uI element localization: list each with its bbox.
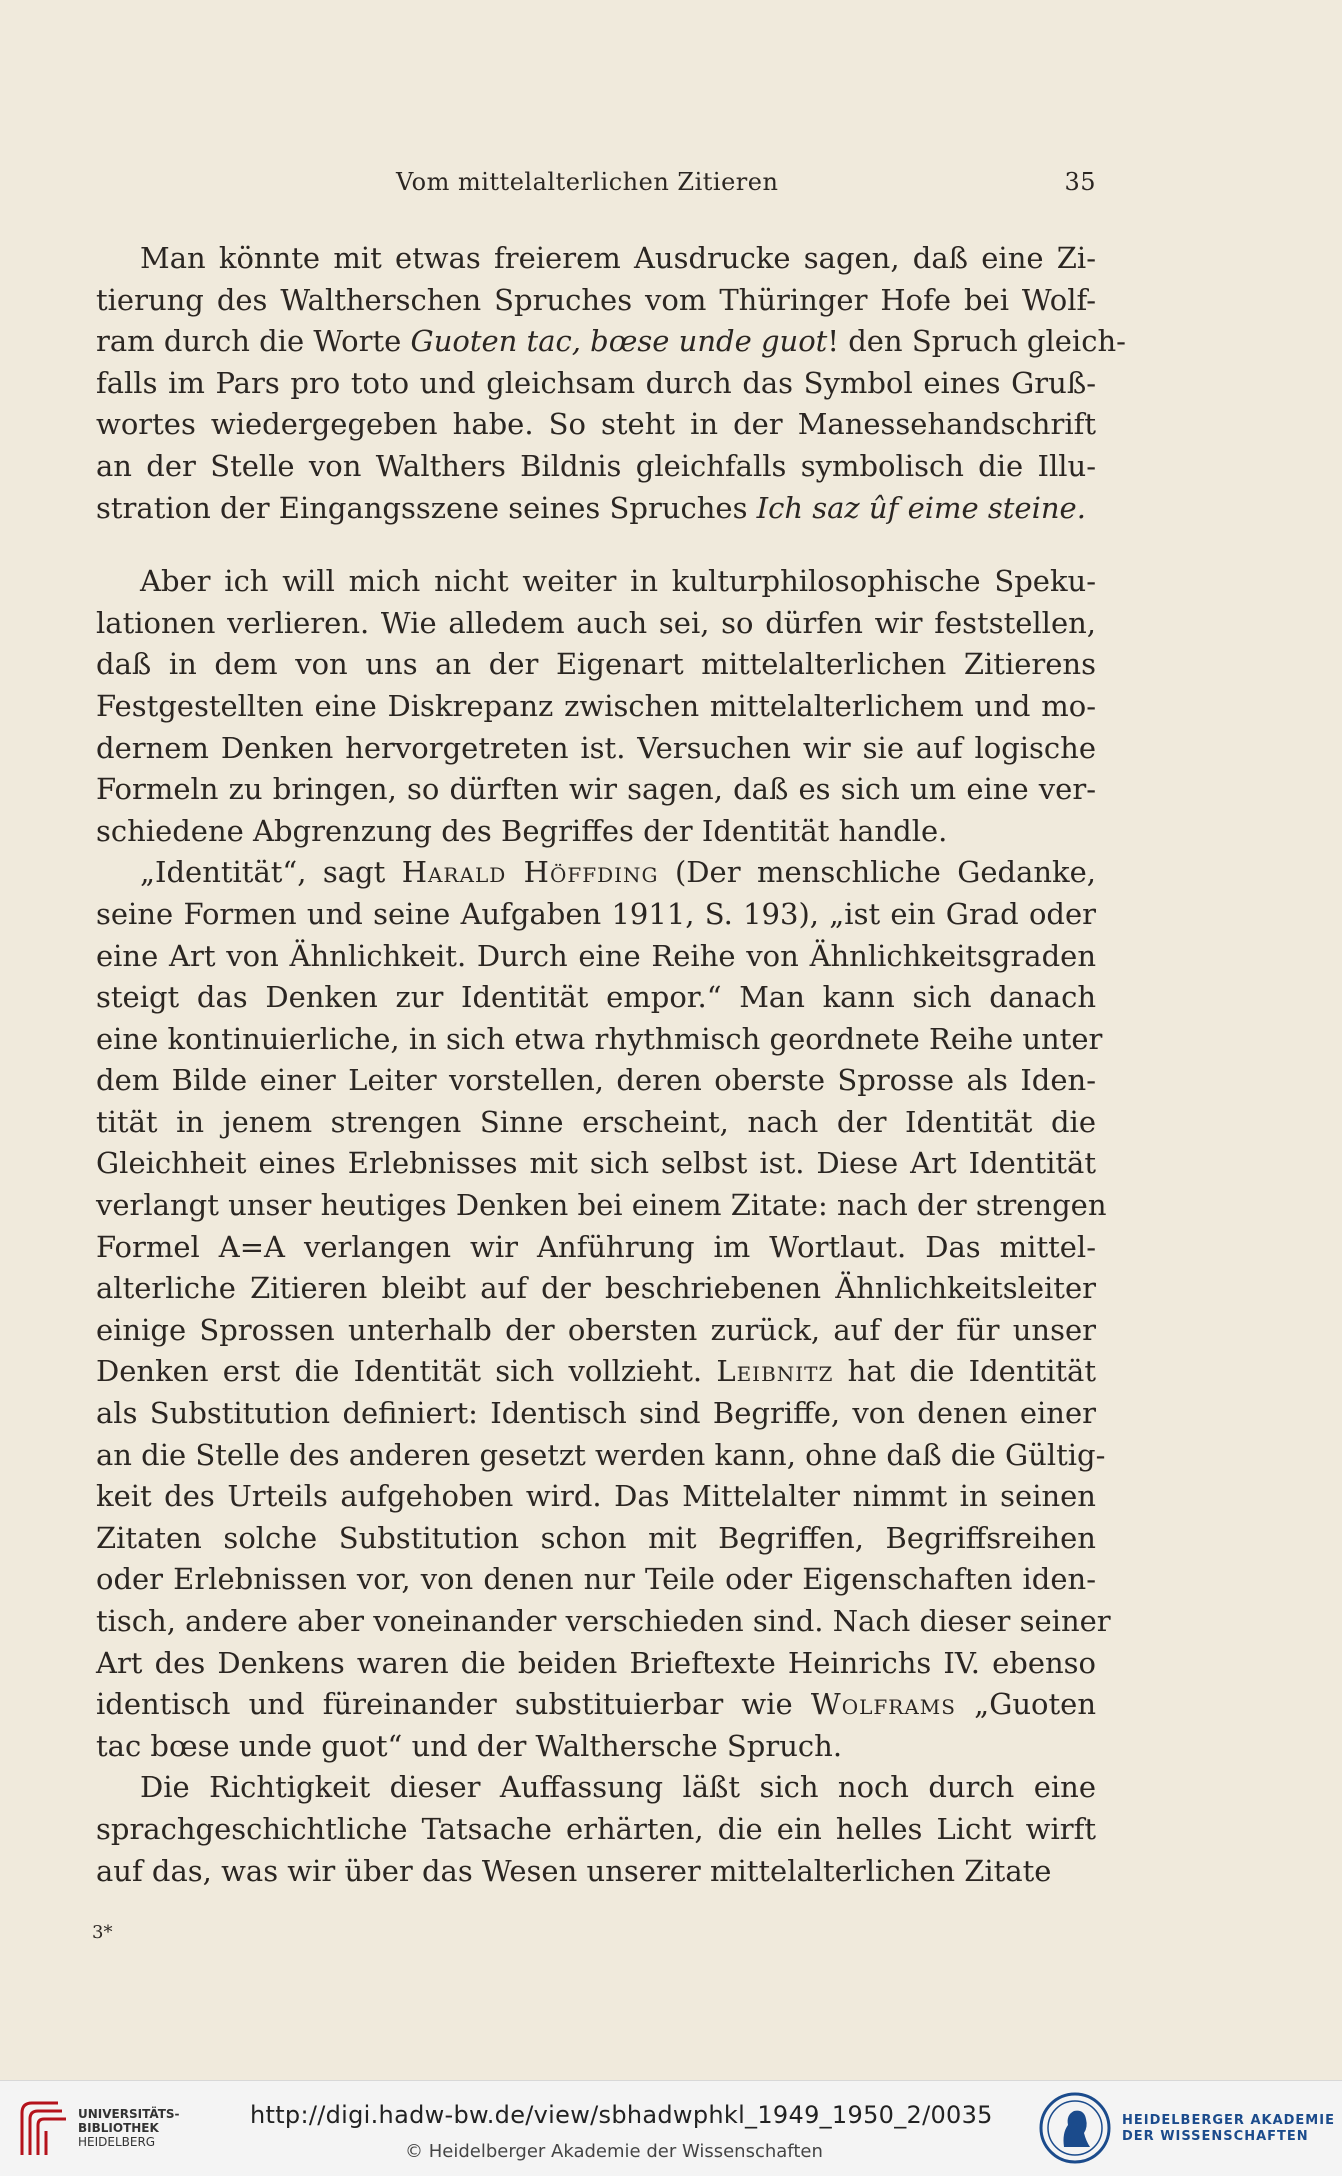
text-line: Aber ich will mich nicht weiter in kulturphilosophische Speku- [140, 564, 1096, 599]
author-name: Wolframs [810, 1687, 956, 1722]
text-line: eine kontinuierliche, in sich etwa rhythmisch geordnete Reihe unter [96, 1021, 1103, 1056]
text-line: tität in jenem strengen Sinne erscheint, nach der Identität die [96, 1104, 1096, 1139]
running-title: Vom mittelalterlichen Zitieren [396, 168, 779, 196]
text-line: seine Formen und seine Aufgaben 1911, S. 193), „ist ein Grad oder [96, 896, 1096, 931]
text-line: steigt das Denken zur Identität empor.“ Man kann sich danach [96, 980, 1096, 1015]
text-line: Art des Denkens waren die beiden Brieftexte Heinrichs IV. ebenso [96, 1645, 1096, 1680]
academy-name: HEIDELBERGER AKADEMIE DER WISSENSCHAFTEN [1122, 2113, 1335, 2144]
author-name: Leibnitz [716, 1354, 834, 1389]
text-line: auf das, was wir über das Wesen unserer mittelalterlichen Zitate [96, 1853, 1052, 1888]
ub-heidelberg-logo-icon [14, 2093, 72, 2163]
text-line: verlangt unser heutiges Denken bei einem Zitate: nach der strengen [96, 1188, 1107, 1223]
text-line: schiedene Abgrenzung des Begriffes der Identität handle. [96, 813, 948, 848]
text-line: an der Stelle von Walthers Bildnis gleichfalls symbolisch die Illu- [96, 448, 1096, 483]
text-line: Zitaten solche Substitution schon mit Begriffen, Begriffsreihen [96, 1520, 1096, 1555]
text-line: einige Sprossen unterhalb der obersten zurück, auf der für unser [96, 1312, 1096, 1347]
text-line: keit des Urteils aufgehoben wird. Das Mittelalter nimmt in seinen [96, 1479, 1096, 1514]
text-line: eine Art von Ähnlichkeit. Durch eine Reihe von Ähnlichkeitsgraden [96, 938, 1096, 973]
running-header [96, 168, 1096, 202]
page-number: 35 [1064, 168, 1096, 196]
text-line: Denken erst die Identität sich vollzieht. Leibnitz hat die Identität [96, 1354, 1096, 1389]
text-line: als Substitution definiert: Identisch sind Begriffe, von denen einer [96, 1396, 1096, 1431]
text-line: identisch und füreinander substituierbar wie Wolframs „Guoten [96, 1687, 1096, 1722]
paragraph [96, 561, 1096, 852]
hadw-portrait-seal-icon [1036, 2089, 1114, 2167]
text-line: falls im Pars pro toto und gleichsam durch das Symbol eines Gruß- [96, 365, 1096, 400]
text-line: dem Bilde einer Leiter vorstellen, deren oberste Sprosse als Iden- [96, 1063, 1096, 1098]
text-line: wortes wiedergegeben habe. So steht in der Manessehandschrift [96, 407, 1096, 442]
text-line: Festgestellten eine Diskrepanz zwischen mittelalterlichem und mo- [96, 688, 1096, 723]
text-line: tisch, andere aber voneinander verschieden sind. Nach dieser seiner [96, 1604, 1111, 1638]
italic-quote: Guoten tac, bœse unde guot [410, 324, 828, 359]
text-line: tierung des Waltherschen Spruches vom Thüringer Hofe bei Wolf- [96, 282, 1096, 317]
text-line: tac bœse unde guot“ und der Walthersche Spruch. [96, 1728, 843, 1763]
text-line: „Identität“, sagt Harald Höffding (Der menschliche Gedanke, [140, 855, 1097, 890]
text-line: ram durch die Worte Guoten tac, bœse unde guot! den Spruch gleich- [96, 324, 1126, 359]
text-line: daß in dem von uns an der Eigenart mittelalterlichen Zitierens [96, 647, 1096, 682]
permalink-url[interactable]: http://digi.hadw-bw.de/view/sbhadwphkl_1949_1950_2/0035 [250, 2101, 993, 2129]
text-line: stration der Eingangsszene seines Spruches Ich saz ûf eime steine. [96, 490, 1086, 525]
text-line: Formel A=A verlangen wir Anführung im Wortlaut. Das mittel- [96, 1229, 1096, 1264]
text-line: oder Erlebnissen vor, von denen nur Teile oder Eigenschaften iden- [96, 1562, 1096, 1597]
paragraph [96, 238, 1126, 529]
italic-quote: Ich saz ûf eime steine. [756, 490, 1086, 525]
signature-mark: 3* [92, 1922, 113, 1943]
footer-bar [0, 2080, 1342, 2176]
author-name: Harald Höffding [401, 855, 659, 890]
paragraph [96, 1767, 1096, 1892]
copyright-notice: © Heidelberger Akademie der Wissenschaften [405, 2141, 823, 2162]
body-text [96, 238, 1126, 1892]
paragraph [96, 852, 1111, 1767]
paragraph-gap [96, 529, 1096, 561]
text-line: alterliche Zitieren bleibt auf der beschriebenen Ähnlichkeitsleiter [96, 1271, 1096, 1306]
text-line: Man könnte mit etwas freierem Ausdrucke sagen, daß eine Zi- [140, 241, 1096, 275]
text-line: an die Stelle des anderen gesetzt werden kann, ohne daß die Gültig- [96, 1437, 1106, 1472]
text-line: Gleichheit eines Erlebnisses mit sich selbst ist. Diese Art Identität [96, 1146, 1096, 1181]
text-line: sprachgeschichtliche Tatsache erhärten, die ein helles Licht wirft [96, 1811, 1096, 1846]
library-name: UNIVERSITÄTS- BIBLIOTHEK HEIDELBERG [78, 2107, 180, 2149]
text-line: Die Richtigkeit dieser Auffassung läßt sich noch durch eine [140, 1770, 1096, 1805]
text-line: lationen verlieren. Wie alledem auch sei, so dürfen wir feststellen, [96, 605, 1096, 640]
text-line: dernem Denken hervorgetreten ist. Versuchen wir sie auf logische [96, 730, 1096, 765]
text-line: Formeln zu bringen, so dürften wir sagen, daß es sich um eine ver- [96, 772, 1096, 807]
